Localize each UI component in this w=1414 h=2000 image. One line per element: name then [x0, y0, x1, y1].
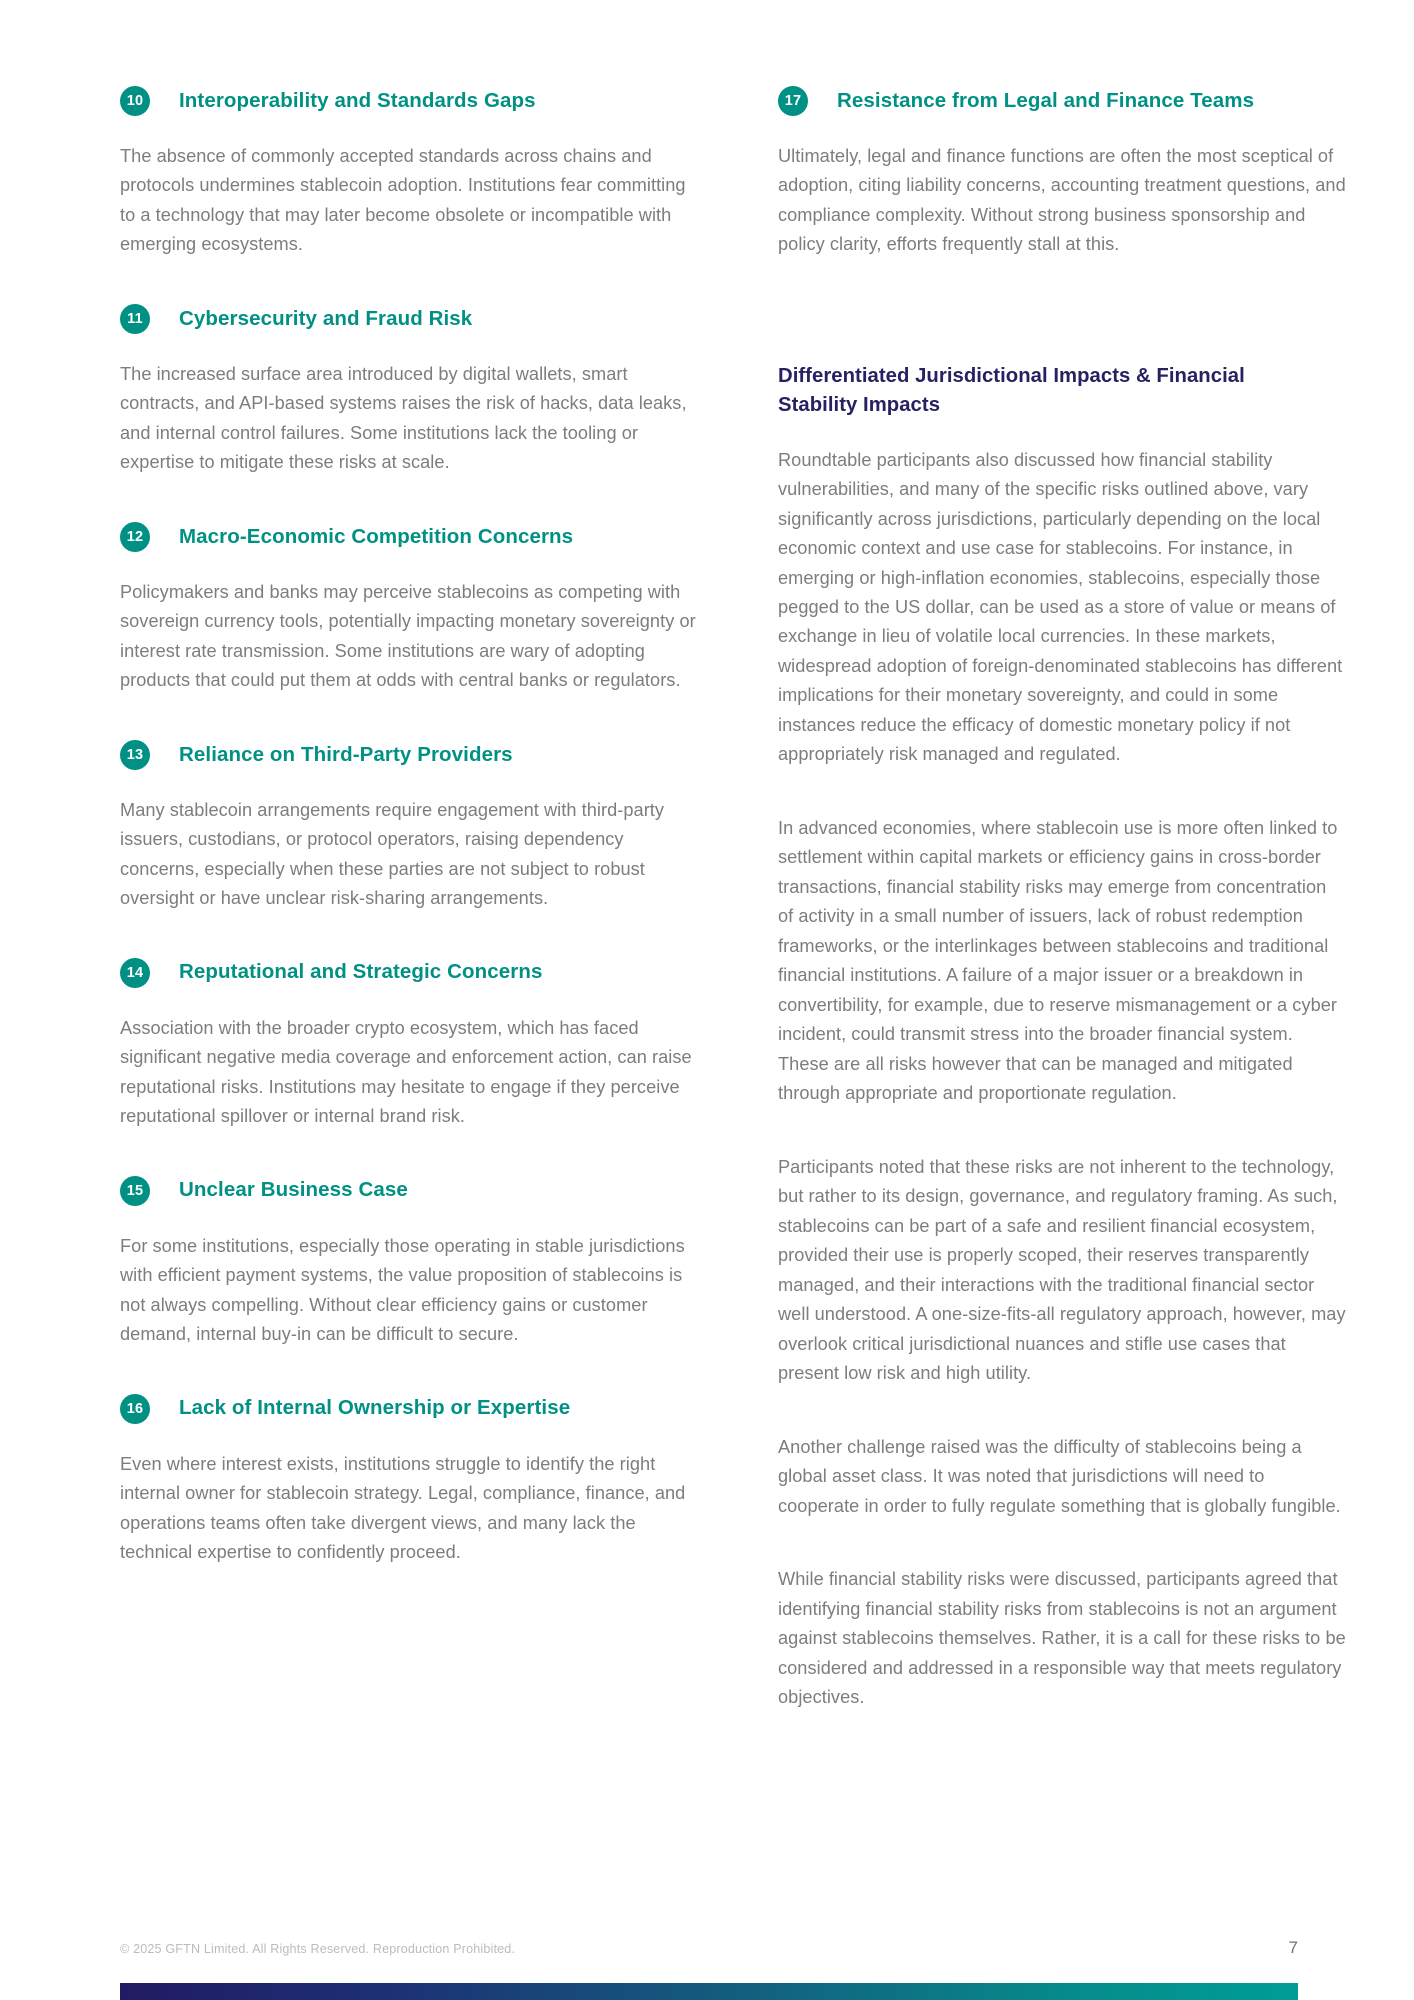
section-title: Reputational and Strategic Concerns	[179, 960, 543, 984]
section-heading-12	[120, 522, 700, 552]
page-footer	[120, 1938, 1298, 1958]
section-body-14: Association with the broader crypto ecosystem, which has faced significant negative media coverage and enforcement action, can raise reputational risks. Institutions may hesitate to engage if they perceive reputational spillover or internal brand risk.	[120, 1017, 692, 1127]
section-title: Macro-Economic Competition Concerns	[179, 524, 574, 548]
subsection-paragraph-4: Another challenge raised was the difficulty of stablecoins being a global asset class. It was noted that jurisdictions will need to cooperate in order to fully regulate something that is globally fungible.	[778, 1436, 1341, 1516]
subsection-paragraph-5: While financial stability risks were discussed, participants agreed that identifying financial stability risks from stablecoins is not an argument against stablecoins themselves. Rather, it is a call for these risks to be considered and addressed in a responsible way that meets regulatory objectives.	[778, 1569, 1346, 1707]
section-body-10: The absence of commonly accepted standards across chains and protocols undermines stablecoin adoption. Institutions fear committing to a technology that may later become obsolete or incompatible with emerging ecosystems.	[120, 146, 686, 255]
section-title: Resistance from Legal and Finance Teams	[837, 88, 1255, 112]
section-heading-16	[120, 1394, 700, 1424]
section-title: Cybersecurity and Fraud Risk	[179, 306, 473, 330]
section-number-badge: 16	[120, 1394, 150, 1424]
section-number-badge: 11	[120, 304, 150, 334]
section-number-badge: 17	[778, 86, 808, 116]
section-spacer	[778, 304, 1346, 362]
section-number-badge: 10	[120, 86, 150, 116]
section-body-15: For some institutions, especially those operating in stable jurisdictions with efficient payment systems, the value proposition of stablecoins is not always compelling. Without clear efficiency gains or customer demand, internal buy-in can be difficult to secure.	[120, 1235, 685, 1345]
section-heading-13	[120, 740, 700, 770]
section-number-badge: 12	[120, 522, 150, 552]
two-column-content	[120, 86, 1346, 1756]
section-body-17: Ultimately, legal and finance functions are often the most sceptical of adoption, citing liability concerns, accounting treatment questions, and compliance complexity. Without strong business sponsorship and policy clarity, efforts frequently stall at this.	[778, 146, 1346, 255]
left-column	[120, 86, 700, 1612]
section-heading-11	[120, 304, 700, 334]
section-heading-10	[120, 86, 700, 116]
section-number-badge: 13	[120, 740, 150, 770]
footer-gradient-bar	[120, 1983, 1298, 2000]
section-heading-14	[120, 958, 700, 988]
section-body-11: The increased surface area introduced by digital wallets, smart contracts, and API-based systems raises the risk of hacks, data leaks, and internal control failures. Some institutions lack the tooling or expertise to mitigate these risks at scale.	[120, 363, 687, 473]
section-title: Unclear Business Case	[179, 1178, 408, 1202]
copyright-notice: © 2025 GFTN Limited. All Rights Reserved. Reproduction Prohibited.	[120, 1942, 516, 1956]
section-number-badge: 14	[120, 958, 150, 988]
subsection-heading: Differentiated Jurisdictional Impacts & Financial Stability Impacts	[778, 364, 1245, 416]
section-body-16: Even where interest exists, institutions struggle to identify the right internal owner for stablecoin strategy. Legal, compliance, finance, and operations teams often take divergent views, and many lack the technical expertise to confidently proceed.	[120, 1453, 686, 1563]
right-column	[778, 86, 1346, 1756]
subsection-paragraph-2: In advanced economies, where stablecoin use is more often linked to settlement within capital markets or efficiency gains in cross-border transactions, financial stability risks may emerge from concentration of activity in a small number of issuers, lack of robust redemption frameworks, or the interlinkages between stablecoins and traditional financial institutions. A failure of a major issuer or a breakdown in convertibility, for example, due to reserve mismanagement or a cyber incident, could transmit stress into the broader financial system. These are all risks however that can be managed and mitigated through appropriate and proportionate regulation.	[778, 817, 1338, 1104]
section-title: Reliance on Third-Party Providers	[179, 742, 513, 766]
subsection-paragraph-1: Roundtable participants also discussed how financial stability vulnerabilities, and many of the specific risks outlined above, vary significantly across jurisdictions, particularly depending on the local economic context and use case for stablecoins. For instance, in emerging or high-inflation economies, stablecoins, especially those pegged to the US dollar, can be used as a store of value or means of exchange in lieu of volatile local currencies. In these markets, widespread adoption of foreign-denominated stablecoins has different implications for their monetary sovereignty, and could in some instances reduce the efficacy of domestic monetary policy if not appropriately risk managed and regulated.	[778, 449, 1343, 765]
section-title: Lack of Internal Ownership or Expertise	[179, 1396, 571, 1420]
section-title: Interoperability and Standards Gaps	[179, 88, 536, 112]
subsection-paragraph-3: Participants noted that these risks are not inherent to the technology, but rather to its design, governance, and regulatory framing. As such, stablecoins can be part of a safe and resilient financial ecosystem, provided their use is properly scoped, their reserves transparently managed, and their interactions with the traditional financial sector well understood. A one-size-fits-all regulatory approach, however, may overlook critical jurisdictional nuances and stifle use cases that present low risk and high utility.	[778, 1156, 1346, 1384]
section-body-12: Policymakers and banks may perceive stablecoins as competing with sovereign currency tools, potentially impacting monetary sovereignty or interest rate transmission. Some institutions are wary of adopting products that could put them at odds with central banks or regulators.	[120, 581, 696, 691]
section-body-13: Many stablecoin arrangements require engagement with third-party issuers, custodians, or protocol operators, raising dependency concerns, especially when these parties are not subject to robust oversight or have unclear risk-sharing arrangements.	[120, 799, 665, 909]
section-heading-15	[120, 1176, 700, 1206]
section-number-badge: 15	[120, 1176, 150, 1206]
page-number: 7	[1288, 1938, 1298, 1957]
section-heading-17	[778, 86, 1346, 116]
